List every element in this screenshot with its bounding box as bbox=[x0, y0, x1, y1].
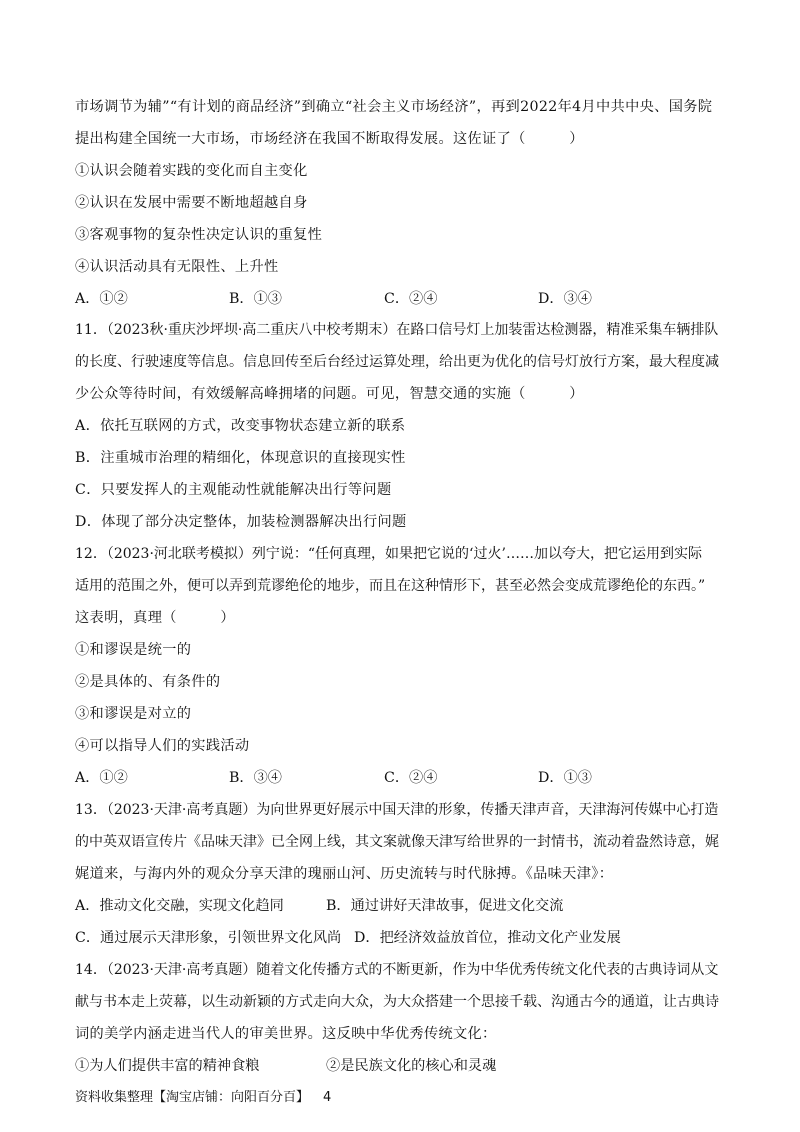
q10-option-c: C．②④ bbox=[384, 291, 438, 307]
q13-option-b: B．通过讲好天津故事，促进文化交流 bbox=[326, 898, 564, 914]
q11-option-c: C．只要发挥人的主观能动性就能解决出行等问题 bbox=[75, 482, 392, 498]
q11-stem-line: 11．（2023秋·重庆沙坪坝·高二重庆八中校考期末）在路口信号灯上加装雷达检测器，精准采集车辆排队 bbox=[75, 322, 719, 338]
q12-stem-line: 12．（2023·河北联考模拟）列宁说：“任何真理，如果把它说的‘过火’……加以夸大，把它运用到实际 bbox=[75, 546, 702, 562]
q12-option-b: B．③④ bbox=[229, 770, 282, 786]
q12-stem-line: 适用的范围之外，便可以弄到荒谬绝伦的地步，而且在这种情形下，甚至必然会变成荒谬绝伦的东西。” bbox=[75, 578, 706, 594]
q14-stem-line: 14．（2023·天津·高考真题）随着文化传播方式的不断更新，作为中华优秀传统文化代表的古典诗词从文 bbox=[75, 962, 719, 978]
q10-option-d: D．③④ bbox=[538, 291, 592, 307]
q13-option-d: D．把经济效益放首位，推动文化产业发展 bbox=[354, 930, 621, 946]
q10-option-b: B．①③ bbox=[229, 291, 282, 307]
q11-option-d: D．体现了部分决定整体，加装检测器解决出行问题 bbox=[75, 514, 407, 530]
q14-stem-line: 献与书本走上荧幕，以生动新颖的方式走向大众，为大众搭建一个思接千载、沟通古今的通道，让古典诗 bbox=[75, 994, 719, 1010]
q12-option-d: D．①③ bbox=[538, 770, 592, 786]
q12-item: ③和谬误是对立的 bbox=[75, 706, 192, 722]
q10-stem-line: 提出构建全国统一大市场，市场经济在我国不断取得发展。这佐证了（ ） bbox=[75, 131, 584, 147]
page-number: 4 bbox=[323, 1090, 332, 1105]
q13-stem-line: 的中英双语宣传片《品味天津》已全网上线，其文案就像天津写给世界的一封情书，流动着盎然诗意，娓 bbox=[75, 834, 719, 850]
q10-option-a: A．①② bbox=[75, 291, 128, 307]
q11-stem-line: 的长度、行驶速度等信息。信息回传至后台经过运算处理，给出更为优化的信号灯放行方案，最大程度减 bbox=[75, 354, 719, 370]
q10-item: ①认识会随着实践的变化而自主变化 bbox=[75, 163, 308, 179]
q12-option-c: C．②④ bbox=[384, 770, 438, 786]
q13-stem-line: 13．（2023·天津·高考真题）为向世界更好展示中国天津的形象，传播天津声音，天津海河传媒中心打造 bbox=[75, 802, 719, 818]
q12-stem-line: 这表明，真理（ ） bbox=[75, 610, 235, 626]
q11-stem-line: 少公众等待时间，有效缓解高峰拥堵的问题。可见，智慧交通的实施（ ） bbox=[75, 386, 584, 402]
q10-item: ②认识在发展中需要不断地超越自身 bbox=[75, 195, 308, 211]
q14-item: ①为人们提供丰富的精神食粮 bbox=[75, 1058, 260, 1074]
q13-option-c: C．通过展示天津形象，引领世界文化风尚 bbox=[75, 930, 342, 946]
q14-stem-line: 词的美学内涵走进当代人的审美世界。这反映中华优秀传统文化： bbox=[75, 1026, 497, 1042]
q12-item: ②是具体的、有条件的 bbox=[75, 674, 221, 690]
page-footer bbox=[75, 1089, 331, 1107]
q14-item: ②是民族文化的核心和灵魂 bbox=[326, 1058, 497, 1074]
q11-option-b: B．注重城市治理的精细化，体现意识的直接现实性 bbox=[75, 450, 406, 466]
q10-stem-line: 市场调节为辅”“有计划的商品经济”到确立“社会主义市场经济”，再到2022年4月中共中央、国务院 bbox=[75, 99, 713, 115]
q10-item: ④认识活动具有无限性、上升性 bbox=[75, 259, 279, 275]
q10-item: ③客观事物的复杂性决定认识的重复性 bbox=[75, 227, 323, 243]
q12-item: ①和谬误是统一的 bbox=[75, 642, 192, 658]
q13-option-a: A．推动文化交融，实现文化趋同 bbox=[75, 898, 284, 914]
q11-option-a: A．依托互联网的方式，改变事物状态建立新的联系 bbox=[75, 418, 406, 434]
footer-text: 资料收集整理【淘宝店铺：向阳百分百】 bbox=[75, 1090, 310, 1105]
q12-option-a: A．①② bbox=[75, 770, 128, 786]
q12-item: ④可以指导人们的实践活动 bbox=[75, 738, 250, 754]
q13-stem-line: 娓道来，与海内外的观众分享天津的瑰丽山河、历史流转与时代脉搏。《品味天津》： bbox=[75, 866, 614, 882]
